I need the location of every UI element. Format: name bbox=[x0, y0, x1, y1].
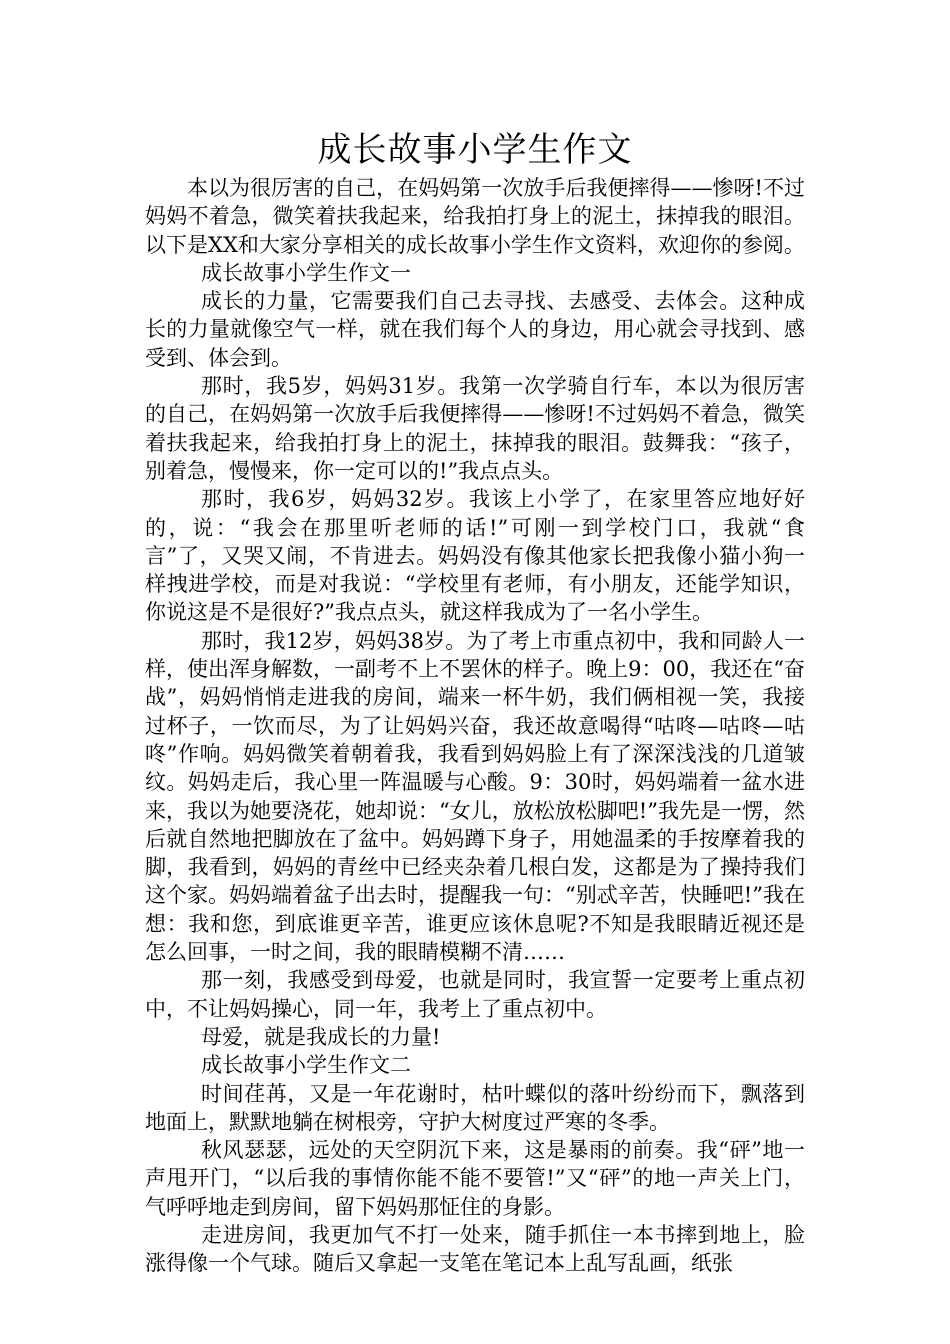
section-heading-2: 成长故事小学生作文二 bbox=[201, 1053, 411, 1078]
body-paragraph: 那时，我12岁，妈妈38岁。为了考上市重点初中，我和同龄人一样，使出浑身解数，一副考不上不罢休的样子。晚上9：00，我还在“奋战”，妈妈悄悄走进我的房间，端来一杯牛奶，我们俩相视一笑，我接过杯子，一饮而尽，为了让妈妈兴奋，我还故意喝得“咕咚—咕咚—咕咚”作响。妈妈微笑着朝着我，我看到妈妈脸上有了深深浅浅的几道皱纹。妈妈走后，我心里一阵温暖与心酸。9：30时，妈妈端着一盆水进来，我以为她要浇花，她却说：“女儿，放松放松脚吧!”我先是一愣，然后就自然地把脚放在了盆中。妈妈蹲下身子，用她温柔的手按摩着我的脚，我看到，妈妈的青丝中已经夹杂着几根白发，这都是为了操持我们这个家。妈妈端着盆子出去时，提醒我一句：“别忒辛苦，快睡吧!”我在想：我和您，到底谁更辛苦，谁更应该休息呢?不知是我眼睛近视还是怎么回事，一时之间，我的眼睛模糊不清…… bbox=[145, 628, 805, 965]
document-body bbox=[145, 174, 805, 1278]
body-paragraph: 时间荏苒，又是一年花谢时，枯叶蝶似的落叶纷纷而下，飘落到地面上，默默地躺在树根旁，守护大树度过严寒的冬季。 bbox=[145, 1081, 805, 1134]
document-title: 成长故事小学生作文 bbox=[317, 130, 633, 170]
body-paragraph: 秋风瑟瑟，远处的天空阴沉下来，这是暴雨的前奏。我“砰”地一声甩开门，“以后我的事情你能不能不要管!”又“砰”的地一声关上门，气呼呼地走到房间，留下妈妈那怔住的身影。 bbox=[145, 1138, 805, 1219]
body-paragraph: 那时，我6岁，妈妈32岁。我该上小学了，在家里答应地好好的，说：“我会在那里听老师的话!”可刚一到学校门口，我就“食言”了，又哭又闹，不肯进去。妈妈没有像其他家长把我像小猫小狗一样拽进学校，而是对我说：“学校里有老师，有小朋友，还能学知识，你说这是不是很好?”我点点头，就这样我成为了一名小学生。 bbox=[145, 487, 805, 625]
body-paragraph: 走进房间，我更加气不打一处来，随手抓住一本书摔到地上，脸涨得像一个气球。随后又拿起一支笔在笔记本上乱写乱画，纸张 bbox=[145, 1222, 805, 1276]
section-heading-1: 成长故事小学生作文一 bbox=[201, 260, 411, 285]
body-paragraph: 那时，我5岁，妈妈31岁。我第一次学骑自行车，本以为很厉害的自己，在妈妈第一次放手后我便摔得——惨呀!不过妈妈不着急，微笑着扶我起来，给我拍打身上的泥土，抹掉我的眼泪。鼓舞我：“孩子，别着急，慢慢来，你一定可以的!”我点点头。 bbox=[145, 374, 805, 483]
body-paragraph: 成长的力量，它需要我们自己去寻找、去感受、去体会。这种成长的力量就像空气一样，就在我们每个人的身边，用心就会寻找到、感受到、体会到。 bbox=[145, 289, 805, 370]
body-paragraph: 那一刻，我感受到母爱，也就是同时，我宣誓一定要考上重点初中，不让妈妈操心，同一年，我考上了重点初中。 bbox=[145, 968, 805, 1021]
intro-paragraph: 本以为很厉害的自己，在妈妈第一次放手后我便摔得——惨呀!不过妈妈不着急，微笑着扶我起来，给我拍打身上的泥土，抹掉我的眼泪。以下是XX和大家分享相关的成长故事小学生作文资料，欢迎你的参阅。 bbox=[145, 176, 805, 257]
body-paragraph: 母爱，就是我成长的力量! bbox=[201, 1024, 441, 1049]
